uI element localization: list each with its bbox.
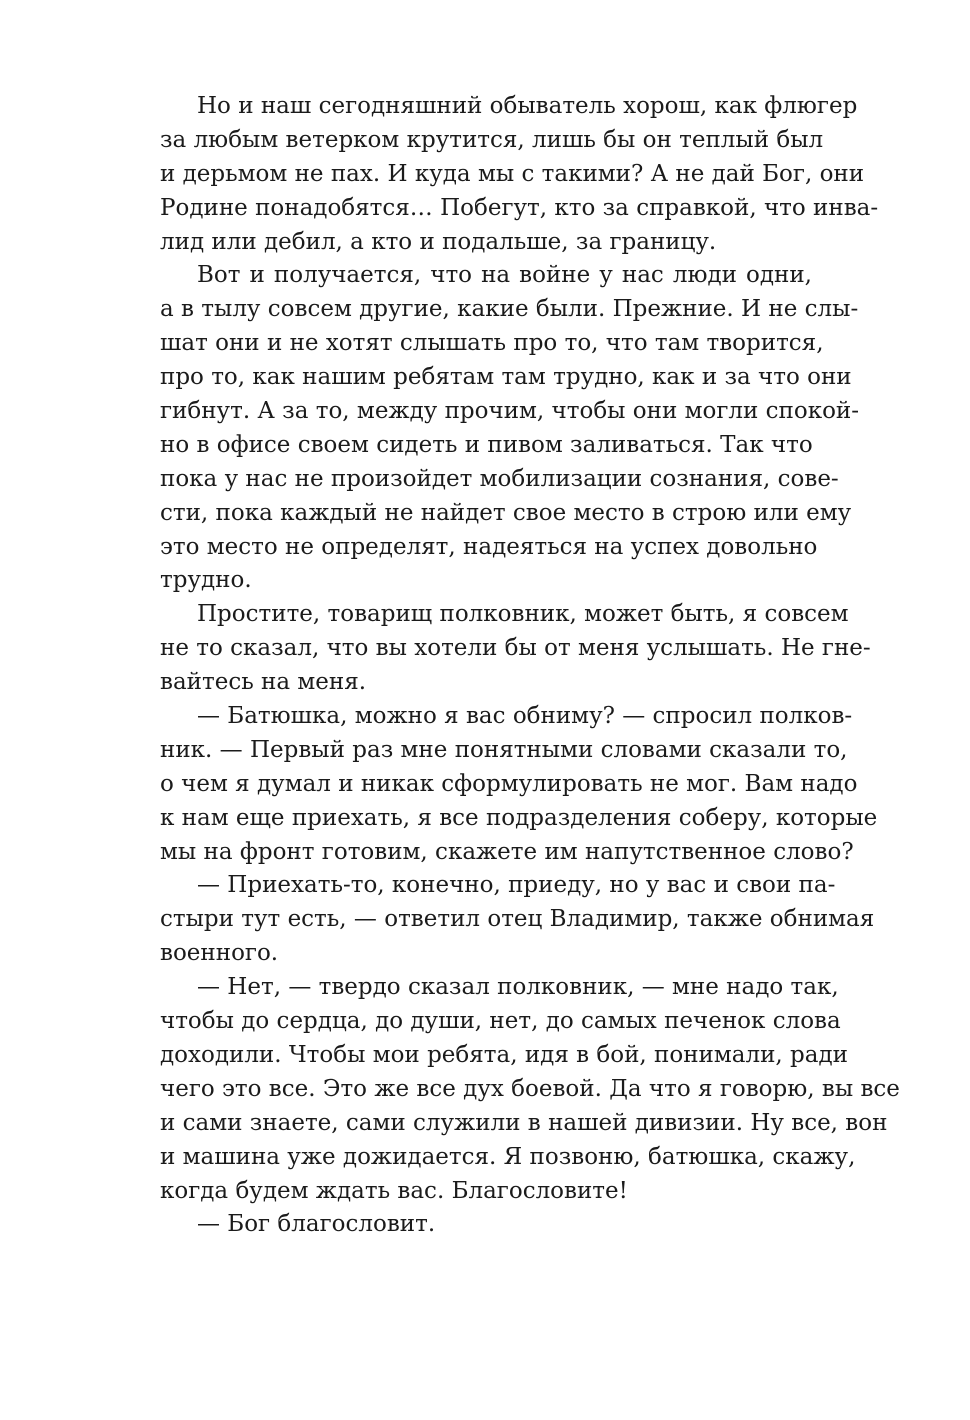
- text-line: стыри тут есть, — ответил отец Владимир, также обнимая: [160, 906, 875, 933]
- text-line: Простите, товарищ полковник, может быть, я совсем: [197, 601, 849, 628]
- paragraph: [160, 90, 879, 259]
- text-line: трудно.: [160, 567, 252, 594]
- paragraph: [160, 1208, 812, 1242]
- text-line: лид или дебил, а кто и подальше, за границу.: [160, 228, 717, 255]
- text-line: и дерьмом не пах. И куда мы с такими? А не дай Бог, они: [160, 160, 865, 187]
- text-line: вайтесь на меня.: [160, 669, 367, 696]
- text-line: сти, пока каждый не найдет свое место в строю или ему: [160, 499, 852, 526]
- paragraph: [160, 700, 878, 869]
- text-line: шат они и не хотят слышать про то, что там творится,: [160, 330, 824, 357]
- text-line: пока у нас не произойдет мобилизации сознания, сове-: [160, 465, 839, 492]
- text-line: — Батюшка, можно я вас обниму? — спросил полков-: [197, 703, 853, 730]
- text-line: а в тылу совсем другие, какие были. Прежние. И не слы-: [160, 296, 859, 323]
- text-line: за любым ветерком крутится, лишь бы он теплый был: [160, 126, 824, 153]
- text-line: это место не определят, надеяться на успех довольно: [160, 533, 818, 560]
- text-line: Но и наш сегодняшний обыватель хорош, как флюгер: [197, 93, 858, 119]
- text-line: гибнут. А за то, между прочим, чтобы они могли спокой-: [160, 398, 860, 425]
- paragraph: [160, 259, 860, 598]
- text-line: военного.: [160, 940, 279, 967]
- text-line: чего это все. Это же все дух боевой. Да что я говорю, вы все: [160, 1075, 900, 1102]
- text-line: и сами знаете, сами служили в нашей дивизии. Ну все, вон: [160, 1109, 888, 1136]
- text-line: к нам еще приехать, я все подразделения соберу, которые: [160, 804, 878, 831]
- text-line: но в офисе своем сидеть и пивом заливаться. Так что: [160, 431, 813, 458]
- paragraph: [160, 598, 871, 700]
- text-line: когда будем ждать вас. Благословите!: [160, 1177, 628, 1204]
- text-line: и машина уже дожидается. Я позвоню, батюшка, скажу,: [160, 1143, 856, 1170]
- book-page: [160, 90, 900, 1242]
- text-line: — Бог благословит.: [197, 1211, 436, 1238]
- text-line: про то, как нашим ребятам там трудно, как и за что они: [160, 364, 852, 391]
- text-line: о чем я думал и никак сформулировать не мог. Вам надо: [160, 770, 858, 797]
- text-line: мы на фронт готовим, скажете им напутственное слово?: [160, 838, 854, 865]
- text-line: ник. — Первый раз мне понятными словами сказали то,: [160, 736, 848, 763]
- paragraph: [160, 971, 900, 1208]
- text-line: Вот и получается, что на войне у нас люди одни,: [197, 262, 812, 289]
- text-line: не то сказал, что вы хотели бы от меня услышать. Не гне-: [160, 635, 871, 662]
- text-line: доходили. Чтобы мои ребята, идя в бой, понимали, ради: [160, 1041, 848, 1068]
- paragraph: [160, 869, 875, 971]
- text-line: чтобы до сердца, до души, нет, до самых печенок слова: [160, 1008, 841, 1035]
- text-line: Родине понадобятся… Побегут, кто за справкой, что инва-: [160, 194, 879, 221]
- text-line: — Приехать-то, конечно, приеду, но у вас и свои па-: [197, 872, 836, 899]
- text-line: — Нет, — твердо сказал полковник, — мне надо так,: [197, 974, 839, 1001]
